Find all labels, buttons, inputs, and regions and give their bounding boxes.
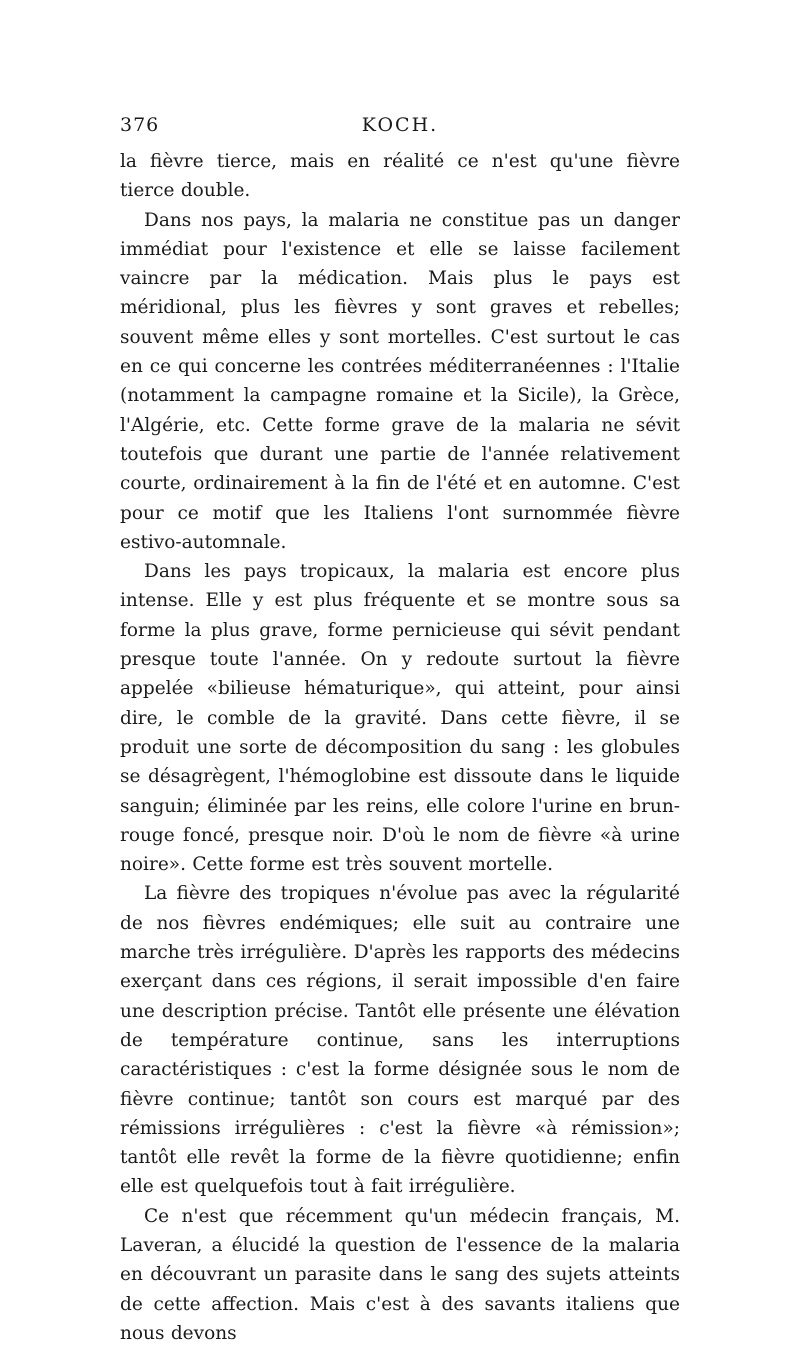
paragraph: La fièvre des tropiques n'évolue pas avec la régularité de nos fièvres endémiques; elle suit au contraire une marche très irrégulière. D'après les rapports des médecins exerçant dans ces régions, il serait impossible d'en faire une description précise. Tantôt elle présente une élévation de température continue, sans les interruptions caractéristiques : c'est la forme désignée sous le nom de fièvre continue; tantôt son cours est marqué par des rémissions irrégulières : c'est la fièvre «à rémission»; tantôt elle revêt la forme de la fièvre quotidienne; enfin elle est quelquefois tout à fait irrégulière.	[120, 883, 680, 1198]
page-header	[120, 114, 680, 144]
page-number: 376	[120, 114, 160, 136]
body-text	[120, 147, 680, 1348]
paragraph-continuation: la fièvre tierce, mais en réalité ce n'est qu'une fièvre tierce double.	[120, 151, 680, 202]
paragraph: Dans les pays tropicaux, la malaria est encore plus intense. Elle y est plus fréquente et se montre sous sa forme la plus grave, forme pernicieuse qui sévit pendant presque toute l'année. On y redoute surtout la fièvre appelée «bilieuse hématurique», qui atteint, pour ainsi dire, le comble de la gravité. Dans cette fièvre, il se produit une sorte de décomposition du sang : les globules se désagrègent, l'hémoglobine est dissoute dans le liquide sanguin; éliminée par les reins, elle colore l'urine en brun-rouge foncé, presque noir. D'où le nom de fièvre «à urine noire». Cette forme est très souvent mortelle.	[120, 561, 680, 876]
running-head: KOCH.	[361, 114, 439, 136]
paragraph: Ce n'est que récemment qu'un médecin français, M. Laveran, a élucidé la question de l'essence de la malaria en découvrant un parasite dans le sang des sujets atteints de cette affection. Mais c'est à des savants italiens que nous devons	[120, 1205, 680, 1344]
book-page	[120, 114, 680, 1348]
paragraph: Dans nos pays, la malaria ne constitue pas un danger immédiat pour l'existence et elle se laisse facilement vaincre par la médication. Mais plus le pays est méridional, plus les fièvres y sont graves et rebelles; souvent même elles y sont mortelles. C'est surtout le cas en ce qui concerne les contrées méditerranéennes : l'Italie (notamment la campagne romaine et la Sicile), la Grèce, l'Algérie, etc. Cette forme grave de la malaria ne sévit toutefois que durant une partie de l'année relativement courte, ordinairement à la fin de l'été et en automne. C'est pour ce motif que les Italiens l'ont surnommée fièvre estivo-automnale.	[120, 209, 680, 553]
